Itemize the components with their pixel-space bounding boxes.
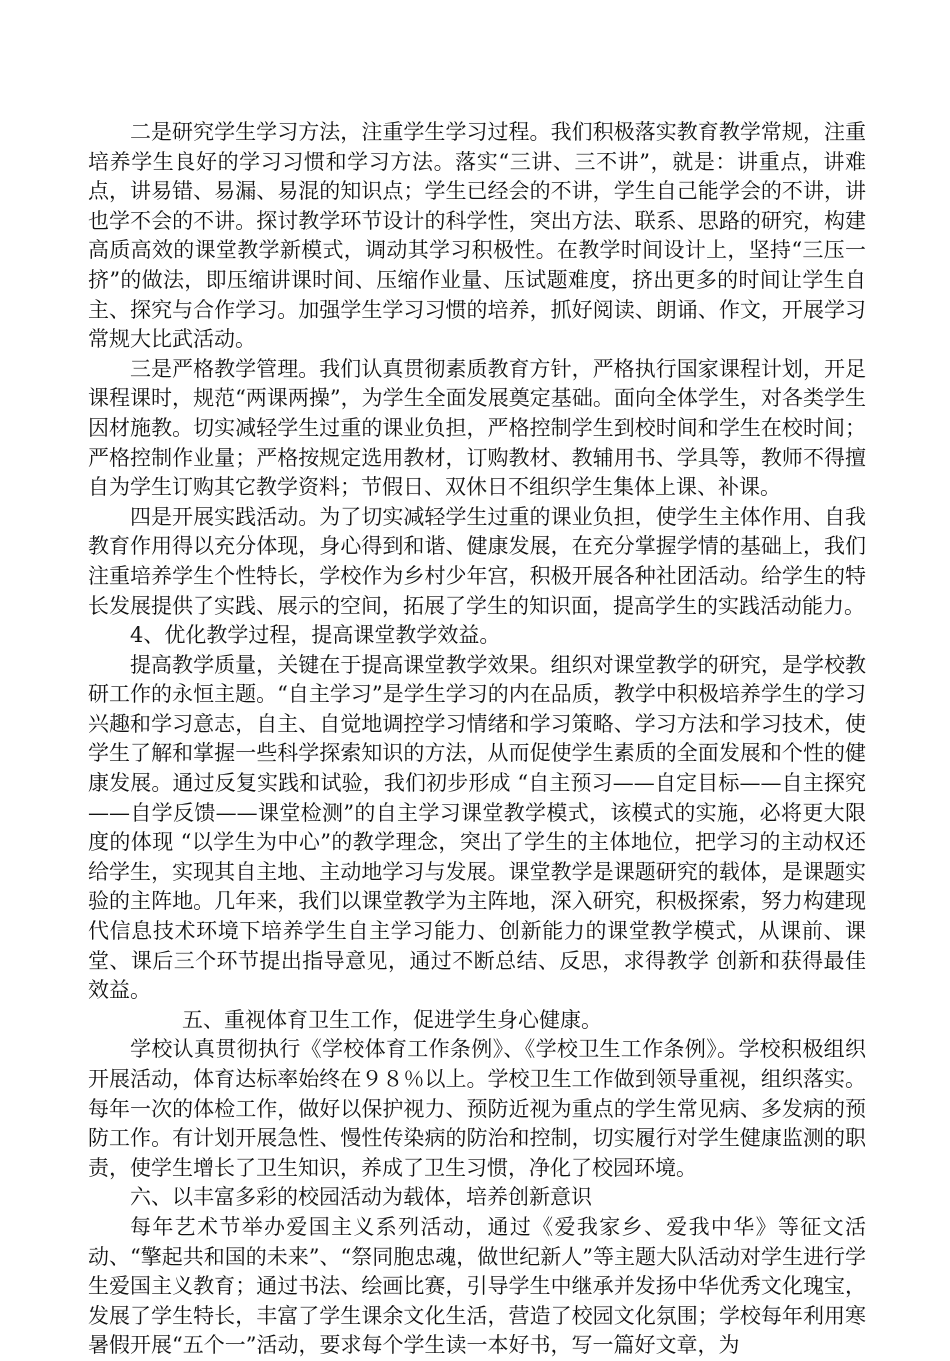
section-heading-health-sports: 五、重视体育卫生工作，促进学生身心健康。: [182, 1007, 602, 1032]
paragraph-strict-teaching-management: 三是严格教学管理。我们认真贯彻素质教育方针，严格执行国家课程计划，开足课程课时，规范“两课两操”，为学生全面发展奠定基础。面向全体学生，对各类学生因材施教。切实减轻学生过重的课业负担，严格控制学生到校时间和学生在校时间；严格控制作业量；严格按规定选用教材，订购教材、教辅用书、学具等，教师不得擅自为学生订购其它教学资料；节假日、双休日不组织学生集体上课、补课。: [88, 356, 866, 500]
paragraph-campus-activities: 每年艺术节举办爱国主义系列活动，通过《爱我家乡、爱我中华》等征文活动、“擎起共和国的未来”、“祭同胞忠魂，做世纪新人”等主题大队活动对学生进行学生爱国主义教育；通过书法、绘画比赛，引导学生中继承并发扬中华优秀文化瑰宝，发展了学生特长，丰富了学生课余文化生活，营造了校园文化氛围；学校每年利用寒暑假开展“五个一”活动，要求每个学生读一本好书，写一篇好文章，为: [88, 1214, 866, 1358]
document-body: [88, 118, 866, 1361]
paragraph-classroom-efficiency: 提高教学质量，关键在于提高课堂教学效果。组织对课堂教学的研究，是学校教研工作的永恒主题。“自主学习”是学生学习的内在品质，教学中积极培养学生的学习兴趣和学习意志，自主、自觉地调控学习情绪和学习策略、学习方法和学习技术，使学生了解和掌握一些科学探索知识的方法，从而促使学生素质的全面发展和个性的健康发展。通过反复实践和试验，我们初步形成 “自主预习——自定目标——自主探究——自学反馈——课堂检测”的自主学习课堂教学模式，该模式的实施，必将更大限度的体现 “以学生为中心”的教学理念，突出了学生的主体地位，把学习的主动权还给学生，实现其自主地、主动地学习与发展。课堂教学是课题研究的载体，是课题实验的主阵地。几年来，我们以课堂教学为主阵地，深入研究，积极探索，努力构建现代信息技术环境下培养学生自主学习能力、创新能力的课堂教学模式，从课前、课堂、课后三个环节提出指导意见，通过不断总结、反思，求得教学 创新和获得最佳效益。: [88, 652, 866, 1003]
section-heading-campus-activities: 六、以丰富多彩的校园活动为载体，培养创新意识: [130, 1185, 592, 1210]
paragraph-research-learning-methods: 二是研究学生学习方法，注重学生学习过程。我们积极落实教育教学常规，注重培养学生良好的学习习惯和学习方法。落实“三讲、三不讲”，就是：讲重点，讲难点，讲易错、易漏、易混的知识点；学生已经会的不讲，学生自己能学会的不讲，讲也学不会的不讲。探讨教学环节设计的科学性，突出方法、联系、思路的研究，构建高质高效的课堂教学新模式，调动其学习积极性。在教学时间设计上，坚持“三压一挤”的做法，即压缩讲课时间、压缩作业量、压试题难度，挤出更多的时间让学生自主、探究与合作学习。加强学生学习习惯的培养，抓好阅读、朗诵、作文，开展学习常规大比武活动。: [88, 120, 866, 352]
paragraph-practice-activities: 四是开展实践活动。为了切实减轻学生过重的课业负担，使学生主体作用、自我教育作用得以充分体现，身心得到和谐、健康发展，在充分掌握学情的基础上，我们注重培养学生个性特长，学校作为乡村少年宫，积极开展各种社团活动。给学生的特长发展提供了实践、展示的空间，拓展了学生的知识面，提高学生的实践活动能力。: [88, 504, 866, 618]
paragraph-health-sports: 学校认真贯彻执行《学校体育工作条例》、《学校卫生工作条例》。学校积极组织开展活动，体育达标率始终在９８％以上。学校卫生工作做到领导重视，组织落实。每年一次的体检工作，做好以保护视力、预防近视为重点的学生常见病、多发病的预防工作。有计划开展急性、慢性传染病的防治和控制，切实履行对学生健康监测的职责，使学生增长了卫生知识，养成了卫生习惯，净化了校园环境。: [88, 1037, 866, 1180]
section-heading-optimize-teaching: 4、优化教学过程，提高课堂教学效益。: [130, 623, 501, 648]
